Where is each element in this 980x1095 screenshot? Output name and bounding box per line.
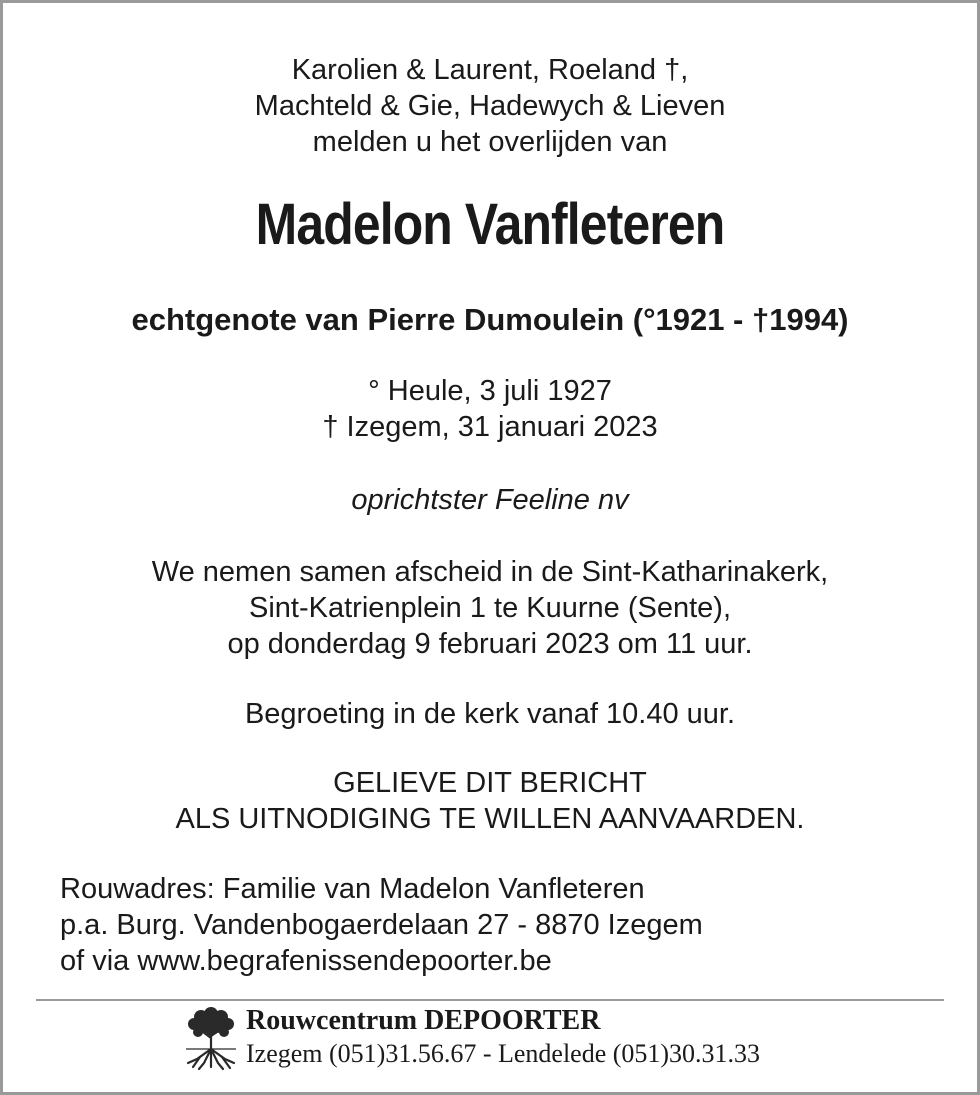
request-block [0, 765, 980, 837]
deceased-name: Madelon Vanfleteren [255, 192, 725, 257]
address-line: p.a. Burg. Vandenbogaerdelaan 27 - 8870 Izegem [60, 909, 703, 941]
request-line: GELIEVE DIT BERICHT [333, 767, 647, 799]
role-line: oprichtster Feeline nv [351, 484, 629, 516]
service-line: We nemen samen afscheid in de Sint-Katharinakerk, [151, 556, 829, 588]
announcer-line: Karolien & Laurent, Roeland †, [291, 54, 689, 86]
funeral-home-contact: Izegem (051)31.56.67 - Lendelede (051)30.31.33 [246, 1039, 761, 1068]
announcers-block [0, 52, 980, 160]
dates-block [0, 373, 980, 445]
death-line: † Izegem, 31 januari 2023 [322, 411, 658, 443]
greeting-line: Begroeting in de kerk vanaf 10.40 uur. [244, 698, 736, 730]
tree-icon [184, 1005, 238, 1071]
birth-line: ° Heule, 3 juli 1927 [368, 375, 612, 407]
request-line: ALS UITNODIGING TE WILLEN AANVAARDEN. [175, 803, 805, 835]
service-line: op donderdag 9 februari 2023 om 11 uur. [227, 628, 753, 660]
announcer-line: Machteld & Gie, Hadewych & Lieven [254, 90, 726, 122]
footer-text [246, 1005, 760, 1071]
spouse-line: echtgenote van Pierre Dumoulein (°1921 - †1994) [131, 302, 849, 337]
service-block [0, 554, 980, 662]
address-line: Rouwadres: Familie van Madelon Vanfleteren [60, 873, 645, 905]
address-line: of via www.begrafenissendepoorter.be [60, 945, 552, 977]
footer-divider [36, 999, 944, 1001]
address-block [60, 871, 703, 979]
service-line: Sint-Katrienplein 1 te Kuurne (Sente), [249, 592, 731, 624]
announcer-line: melden u het overlijden van [312, 126, 668, 158]
funeral-home-name: Rouwcentrum DEPOORTER [246, 1005, 601, 1036]
